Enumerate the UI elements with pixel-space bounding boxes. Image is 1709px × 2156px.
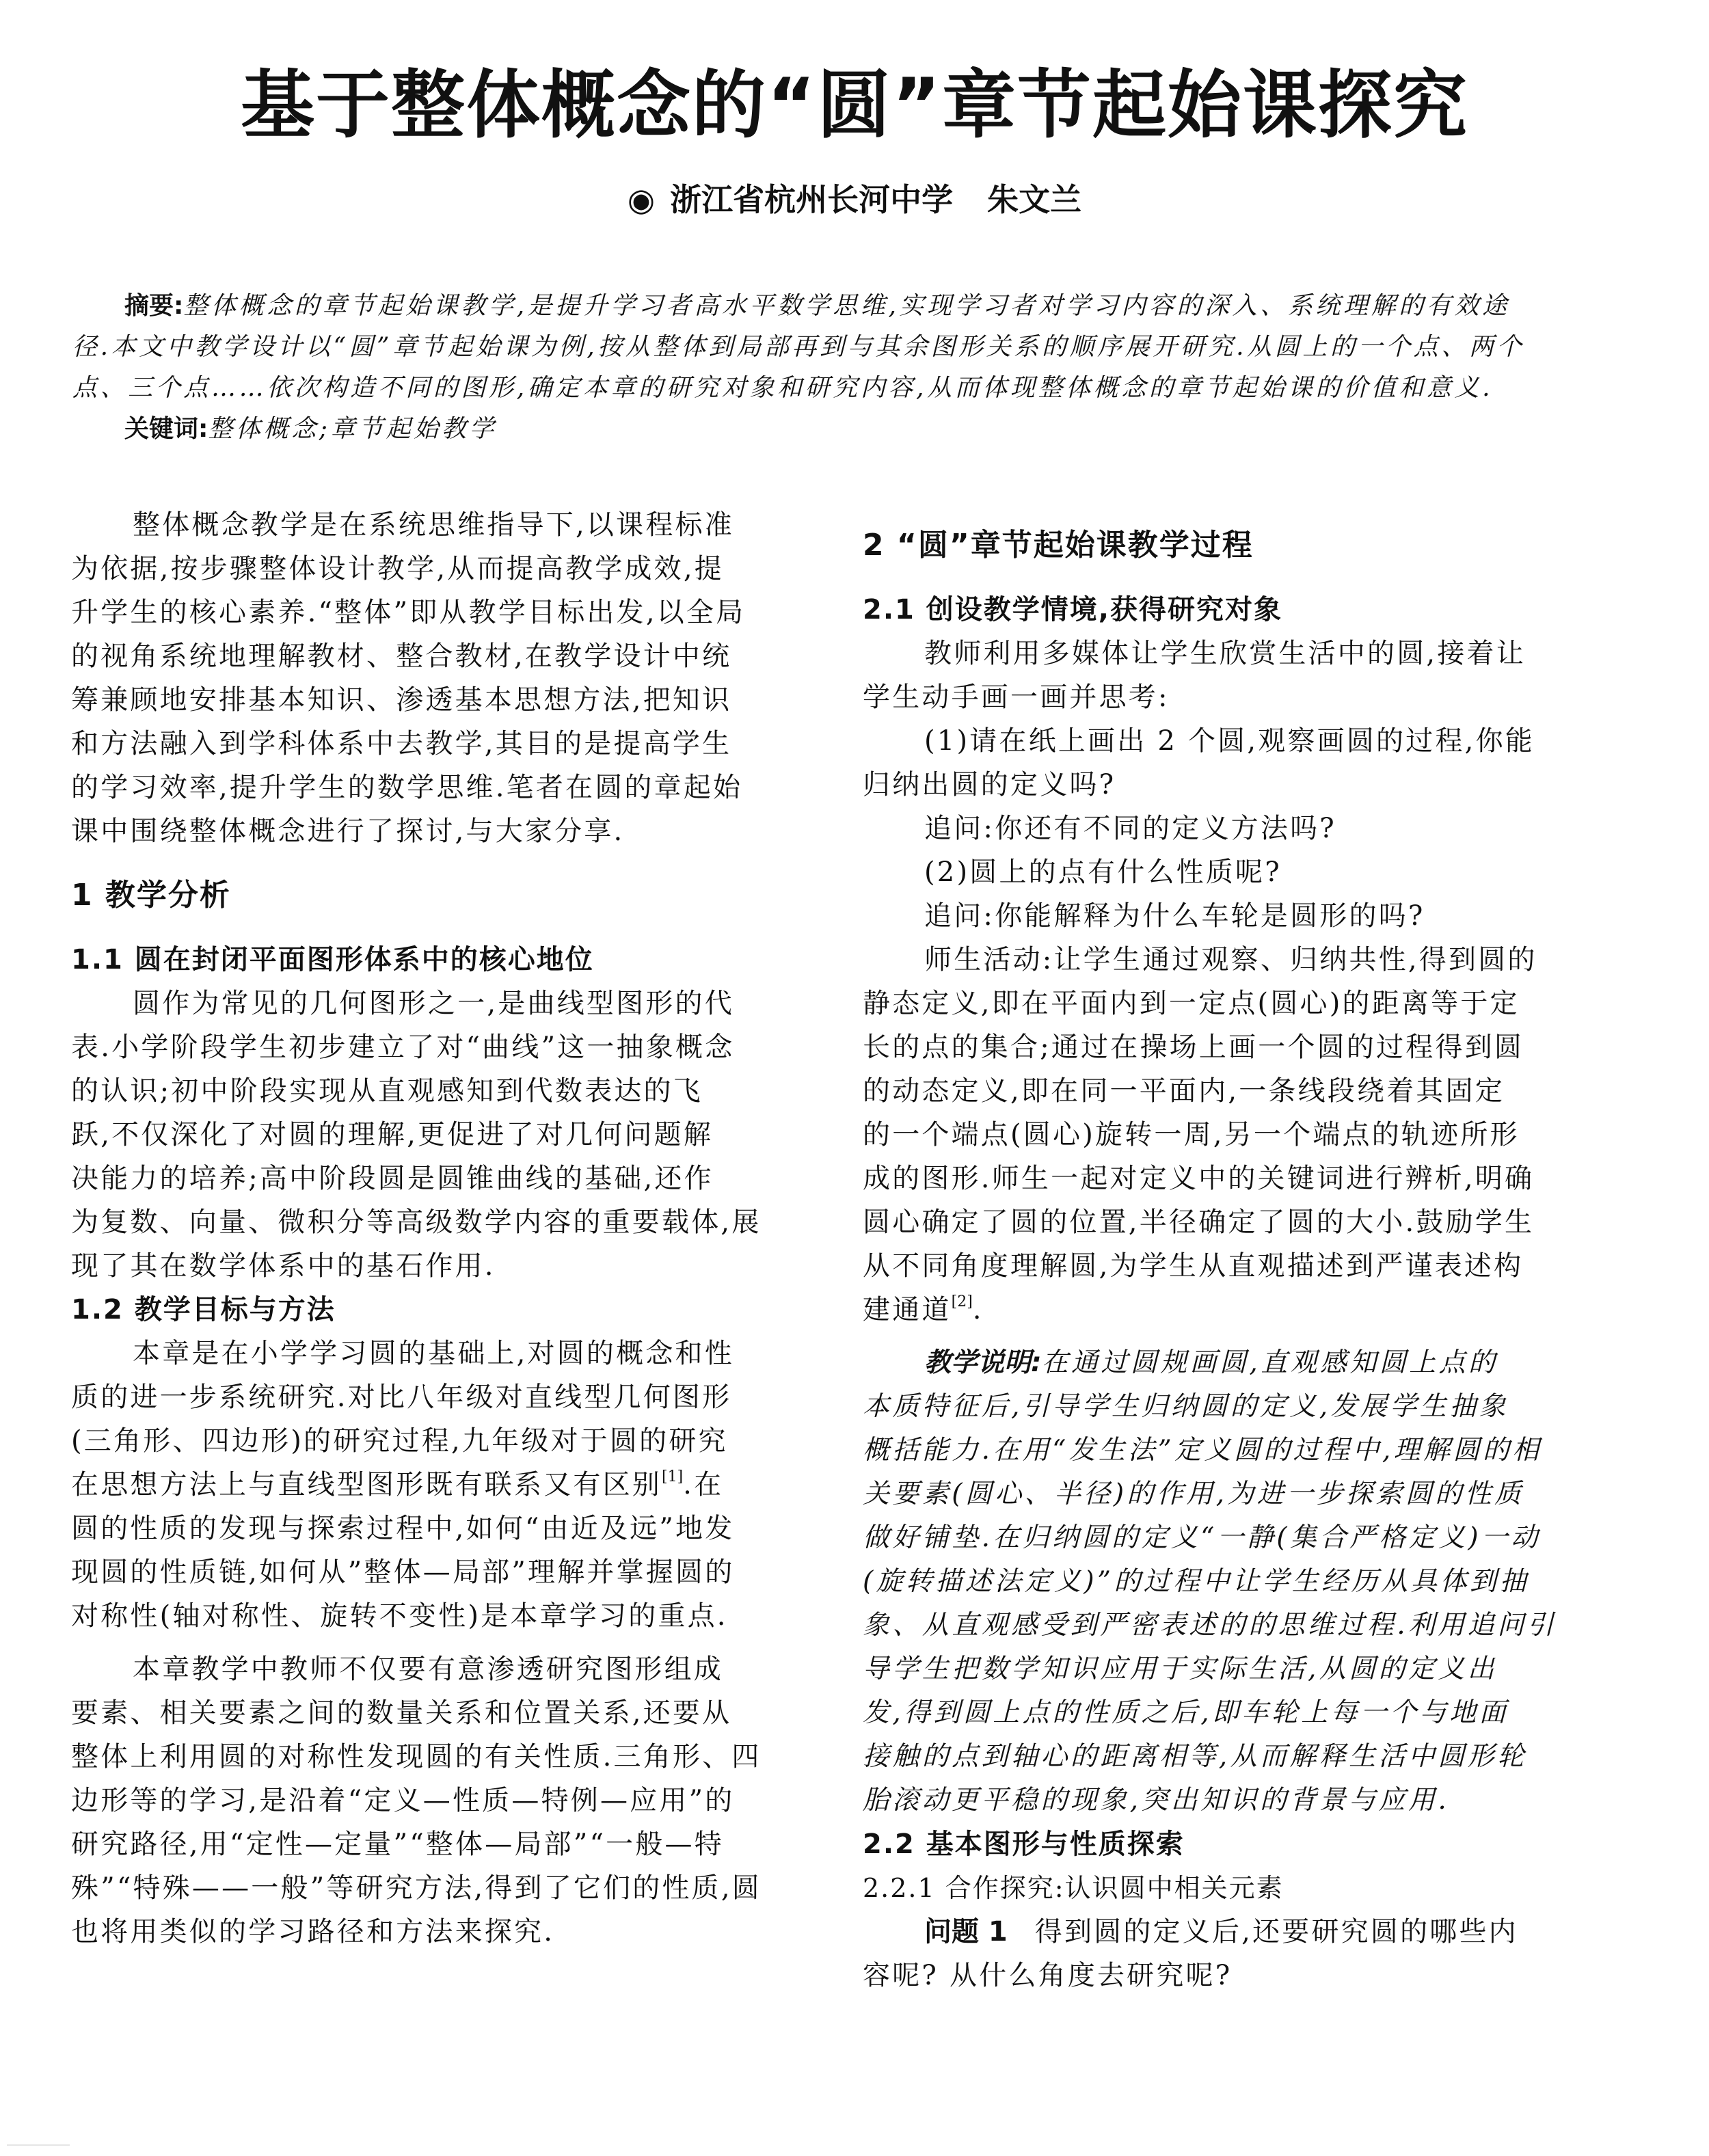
text-line: 整体概念教学是在系统思维指导下,以课程标准 [133,509,734,541]
text-line: 师生活动:让学生通过观察、归纳共性,得到圆的 [924,944,1537,975]
section-heading-1: 1 教学分析 [71,878,231,913]
text-line: (旋转描述法定义)”的过程中让学生经历从具体到抽 [863,1566,1529,1597]
text-line: 静态定义,即在平面内到一定点(圆心)的距离等于定 [863,988,1520,1019]
bullet-icon: ◉ [627,181,656,218]
text-line: 也将用类似的学习路径和方法来探究. [71,1916,555,1948]
section-heading-1-2: 1.2 教学目标与方法 [71,1294,336,1325]
text-line: 圆作为常见的几何图形之一,是曲线型图形的代 [133,988,734,1019]
text-line: 教师利用多媒体让学生欣赏生活中的圆,接着让 [924,638,1526,669]
text-line: 做好铺垫.在归纳圆的定义“一静(集合严格定义)一动 [863,1522,1541,1553]
section-heading-1-1: 1.1 圆在封闭平面图形体系中的核心地位 [71,944,594,975]
abstract-label: 摘要: [124,292,184,320]
text-line: 和方法融入到学科体系中去教学,其目的是提高学生 [71,728,732,759]
text-line: 要素、相关要素之间的数量关系和位置关系,还要从 [71,1697,732,1729]
intro-paragraph [71,503,796,853]
section-1-1-paragraph [71,982,796,1288]
section-heading-2: 2 “圆”章节起始课教学过程 [863,528,1254,563]
text-line: 接触的点到轴心的距离相等,从而解释生活中圆形轮 [863,1741,1527,1772]
text-line: 升学生的核心素养.“整体”即从教学目标出发,以全局 [71,597,746,628]
footer-rule [7,2144,70,2146]
text-line: 研究路径,用“定性—定量”“整体—局部”“一般—特 [71,1829,724,1860]
follow-up-line: 追问:你能解释为什么车轮是圆形的吗? [924,900,1425,932]
text-line: 导学生把数学知识应用于实际生活,从圆的定义出 [863,1654,1498,1684]
text-line: 整体上利用圆的对称性发现圆的有关性质.三角形、四 [71,1741,762,1773]
text-line: 本章教学中教师不仅要有意渗透研究图形组成 [133,1654,723,1685]
text-line: 表.小学阶段学生初步建立了对“曲线”这一抽象概念 [71,1032,735,1063]
section-heading-2-2-1: 2.2.1 合作探究:认识圆中相关元素 [863,1873,1284,1903]
text-line: 现圆的性质链,如何从”整体—局部”理解并掌握圆的 [71,1557,735,1588]
section-2-1-body [863,632,1587,1332]
question-line: (2)圆上的点有什么性质呢? [924,857,1282,888]
keywords-label: 关键词: [124,415,208,443]
author-line [0,179,1709,220]
left-column [71,503,796,1954]
keywords-text: 整体概念;章节起始教学 [208,415,498,443]
text-line: 跃,不仅深化了对圆的理解,更促进了对几何问题解 [71,1119,714,1150]
text-line: 概括能力.在用“发生法”定义圆的过程中,理解圆的相 [863,1435,1542,1466]
text-line: 决能力的培养;高中阶段圆是圆锥曲线的基础,还作 [71,1163,714,1194]
text-line: 容呢? 从什么角度去研究呢? [863,1960,1233,1991]
text-line: 边形等的学习,是沿着“定义—性质—特例—应用”的 [71,1785,735,1816]
text-line: 从不同角度理解圆,为学生从直观描述到严谨表述构 [863,1250,1524,1282]
text-line: 的学习效率,提升学生的数学思维.笔者在圆的章起始 [71,772,743,803]
section-1-2-paragraph-1 [71,1332,796,1638]
text-line: 筹兼顾地安排基本知识、渗透基本思想方法,把知识 [71,684,732,716]
text-line: 长的点的集合;通过在操场上画一个圆的过程得到圆 [863,1032,1524,1063]
text-line: 在思想方法上与直线型图形既有联系又有区别[1].在 [71,1468,724,1500]
section-1-2-paragraph-2 [71,1647,796,1954]
follow-up-line: 追问:你还有不同的定义方法吗? [924,813,1336,844]
citation-2[interactable]: [2] [951,1293,973,1310]
text-line: 为复数、向量、微积分等高级数学内容的重要载体,展 [71,1207,762,1238]
question-line: (1)请在纸上画出 2 个圆,观察画圆的过程,你能 [924,725,1535,757]
text-line: 胎滚动更平稳的现象,突出知识的背景与应用. [863,1785,1450,1816]
text-line: 课中围绕整体概念进行了探讨,与大家分享. [71,816,625,847]
article-title: 基于整体概念的“圆”章节起始课探究 [241,63,1468,148]
text-line: 殊”“特殊——一般”等研究方法,得到了它们的性质,圆 [71,1872,762,1904]
text-line: 发,得到圆上点的性质之后,即车轮上每一个与地面 [863,1697,1509,1728]
keywords [72,409,1590,450]
text-line: 成的图形.师生一起对定义中的关键词进行辨析,明确 [863,1163,1535,1194]
text-line: 对称性(轴对称性、旋转不变性)是本章学习的重点. [71,1600,728,1632]
abstract-line: 径.本文中教学设计以“圆”章节起始课为例,按从整体到局部再到与其余图形关系的顺序展开研究.从圆上的一个点、两个 [72,333,1525,361]
abstract-line: 点、三个点……依次构造不同的图形,确定本章的研究对象和研究内容,从而体现整体概念的章节起始课的价值和意义. [72,374,1494,402]
text-line: 象、从直观感受到严密表述的的思维过程.利用追问引 [863,1610,1557,1641]
text-line: 本章是在小学学习圆的基础上,对圆的概念和性 [133,1338,734,1369]
question-1 [863,1910,1587,1997]
right-column [863,503,1587,1997]
author-name: 朱文兰 [987,181,1082,218]
question-1-label: 问题 1 [924,1916,1008,1948]
section-heading-2-2: 2.2 基本图形与性质探索 [863,1829,1185,1860]
text-line: 为依据,按步骤整体设计教学,从而提高教学成效,提 [71,553,724,584]
teaching-note-label: 教学说明: [924,1347,1042,1378]
text-line: 建通道[2]. [863,1293,984,1325]
text-line: 问题 1 得到圆的定义后,还要研究圆的哪些内 [924,1916,1518,1948]
abstract-line: 摘要:整体概念的章节起始课教学,是提升学习者高水平数学思维,实现学习者对学习内容的深入、系统理解的有效途 [124,292,1510,320]
citation-1[interactable]: [1] [662,1468,684,1485]
question-line: 归纳出圆的定义吗? [863,769,1116,800]
text-line: 的认识;初中阶段实现从直观感知到代数表达的飞 [71,1075,703,1107]
text-line: 质的进一步系统研究.对比八年级对直线型几何图形 [71,1382,732,1413]
text-line: 圆心确定了圆的位置,半径确定了圆的大小.鼓励学生 [863,1207,1535,1238]
text-line: 学生动手画一画并思考: [863,682,1170,713]
abstract [72,286,1590,450]
text-line: (三角形、四边形)的研究过程,九年级对于圆的研究 [71,1425,728,1457]
teaching-note [863,1341,1587,1822]
text-line: 圆的性质的发现与探索过程中,如何“由近及远”地发 [71,1513,735,1544]
text-line: 本质特征后,引导学生归纳圆的定义,发展学生抽象 [863,1391,1509,1422]
text-line: 的视角系统地理解教材、整合教材,在教学设计中统 [71,641,732,672]
text-line: 现了其在数学体系中的基石作用. [71,1250,496,1282]
affiliation: 浙江省杭州长河中学 [670,181,954,218]
section-heading-2-1: 2.1 创设教学情境,获得研究对象 [863,594,1282,625]
text-line: 关要素(圆心、半径)的作用,为进一步探索圆的性质 [863,1479,1524,1509]
text-line: 的动态定义,即在同一平面内,一条线段绕着其固定 [863,1075,1505,1107]
text-line: 的一个端点(圆心)旋转一周,另一个端点的轨迹所形 [863,1119,1520,1150]
text-line: 教学说明:在通过圆规画圆,直观感知圆上点的 [924,1347,1498,1378]
